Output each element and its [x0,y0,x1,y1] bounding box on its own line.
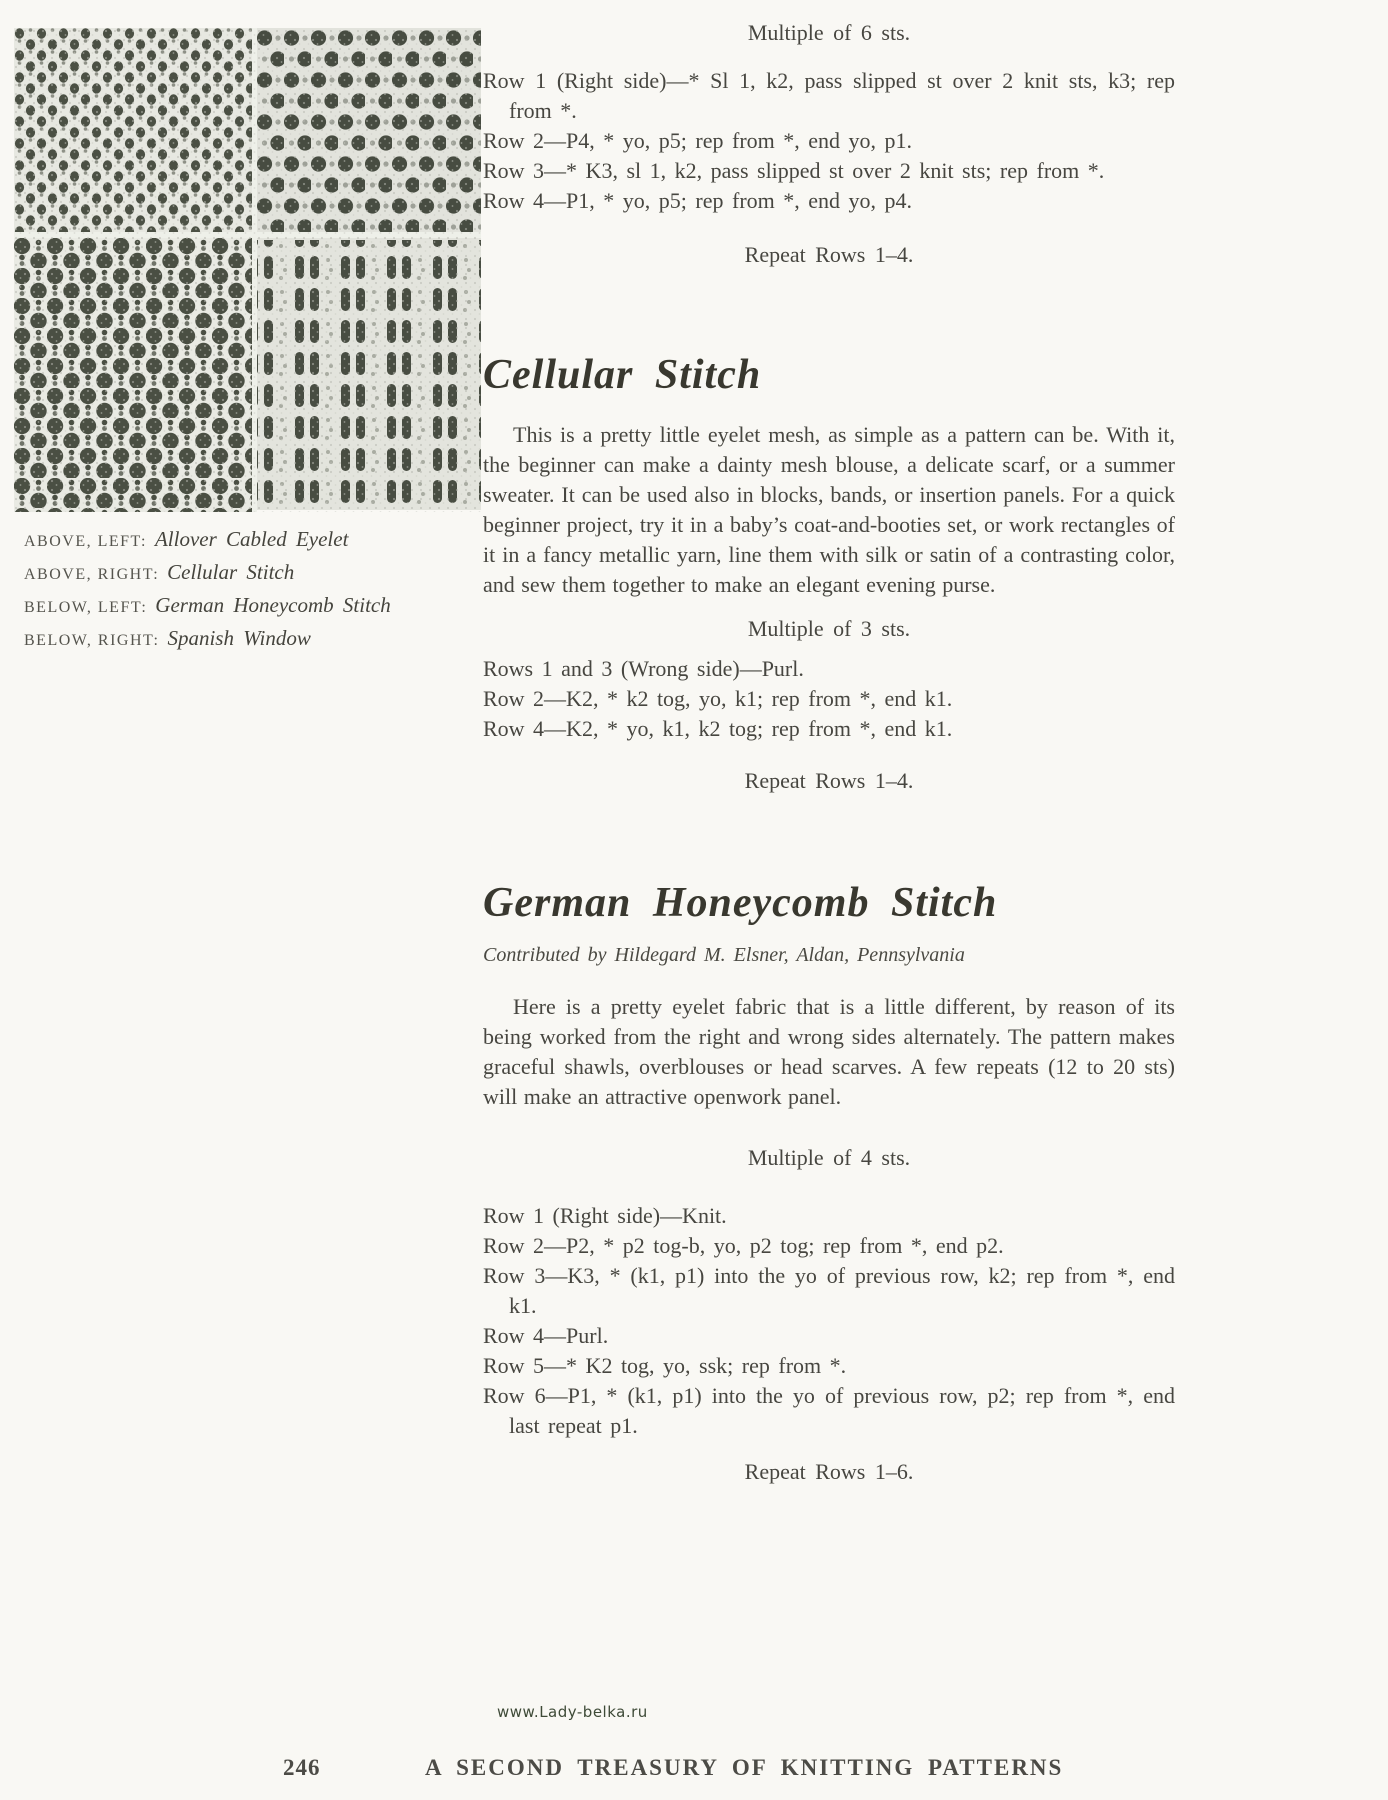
pattern-row: Row 3—K3, * (k1, p1) into the yo of previous row, k2; rep from *, end k1. [483,1263,1175,1318]
knitting-swatches-photo [14,28,481,512]
caption-above-left [24,524,474,557]
caption-title: Allover Cabled Eyelet [154,527,349,551]
caption-title: Spanish Window [167,626,311,650]
caption-label: BELOW, LEFT: [24,599,148,616]
multiple-note-allover: Multiple of 6 sts. [747,20,911,45]
pattern-row: Row 2—K2, * k2 tog, yo, k1; rep from *, end k1. [483,686,953,711]
page-number: 246 [283,1755,321,1780]
pattern-row: Rows 1 and 3 (Wrong side)—Purl. [483,656,804,681]
repeat-note-german: Repeat Rows 1–6. [744,1459,914,1484]
section-paragraph-cellular: This is a pretty little eyelet mesh, as simple as a pattern can be. With it, the beginner can make a dainty mesh blouse, a delicate scarf, or a summer sweater. It can be used also in blocks, bands, or insertion panels. For a quick beginner project, try it in a baby’s coat-and-booties set, or work rectangles of it in a fancy metallic yarn, line them with silk or satin of a contrasting color, and sew them together to make an elegant evening purse. [483,422,1175,597]
pattern-row: Row 2—P2, * p2 tog-b, yo, p2 tog; rep from *, end p2. [483,1233,1004,1258]
caption-title: German Honeycomb Stitch [155,593,391,617]
caption-title: Cellular Stitch [167,560,295,584]
pattern-row: Row 1 (Right side)—* Sl 1, k2, pass slipped st over 2 knit sts, k3; rep from *. [483,68,1175,123]
pattern-rows-cellular [483,654,1175,744]
pattern-rows-allover [483,66,1175,216]
caption-below-left [24,590,474,623]
pattern-row: Row 1 (Right side)—Knit. [483,1203,727,1228]
book-title: A SECOND TREASURY OF KNITTING PATTERNS [425,1755,1064,1780]
caption-label: BELOW, RIGHT: [24,632,160,649]
multiple-note-german: Multiple of 4 sts. [747,1145,911,1170]
pattern-row: Row 6—P1, * (k1, p1) into the yo of previous row, p2; rep from *, end last repeat p1. [483,1383,1175,1438]
section-paragraph-german: Here is a pretty eyelet fabric that is a little different, by reason of its being worked from the right and wrong sides alternately. The pattern makes graceful shawls, overblouses or head scarves. A few repeats (12 to 20 sts) will make an attractive openwork panel. [483,994,1175,1109]
caption-label: ABOVE, LEFT: [24,533,147,550]
caption-label: ABOVE, RIGHT: [24,566,160,583]
pattern-row: Row 4—P1, * yo, p5; rep from *, end yo, p4. [483,188,913,213]
pattern-row: Row 4—K2, * yo, k1, k2 tog; rep from *, end k1. [483,716,953,741]
repeat-note-allover: Repeat Rows 1–4. [744,242,914,267]
pattern-row: Row 5—* K2 tog, yo, ssk; rep from *. [483,1353,847,1378]
contributed-by-line: Contributed by Hildegard M. Elsner, Aldan, Pennsylvania [483,944,965,966]
photo-grain-overlay [14,28,481,512]
section-title-german-honeycomb: German Honeycomb Stitch [483,880,998,926]
repeat-note-cellular: Repeat Rows 1–4. [744,768,914,793]
pattern-rows-german [483,1201,1175,1441]
caption-below-right [24,623,474,656]
section-title-cellular-stitch: Cellular Stitch [483,352,762,398]
knitting-photo-svg [14,28,481,512]
text-column [483,18,1175,1487]
watermark: www.Lady-belka.ru [497,1703,648,1721]
photo-captions [24,524,474,656]
caption-above-right [24,557,474,590]
multiple-note-cellular: Multiple of 3 sts. [747,616,911,641]
pattern-row: Row 4—Purl. [483,1323,609,1348]
pattern-row: Row 2—P4, * yo, p5; rep from *, end yo, p1. [483,128,913,153]
pattern-row: Row 3—* K3, sl 1, k2, pass slipped st over 2 knit sts; rep from *. [483,158,1105,183]
